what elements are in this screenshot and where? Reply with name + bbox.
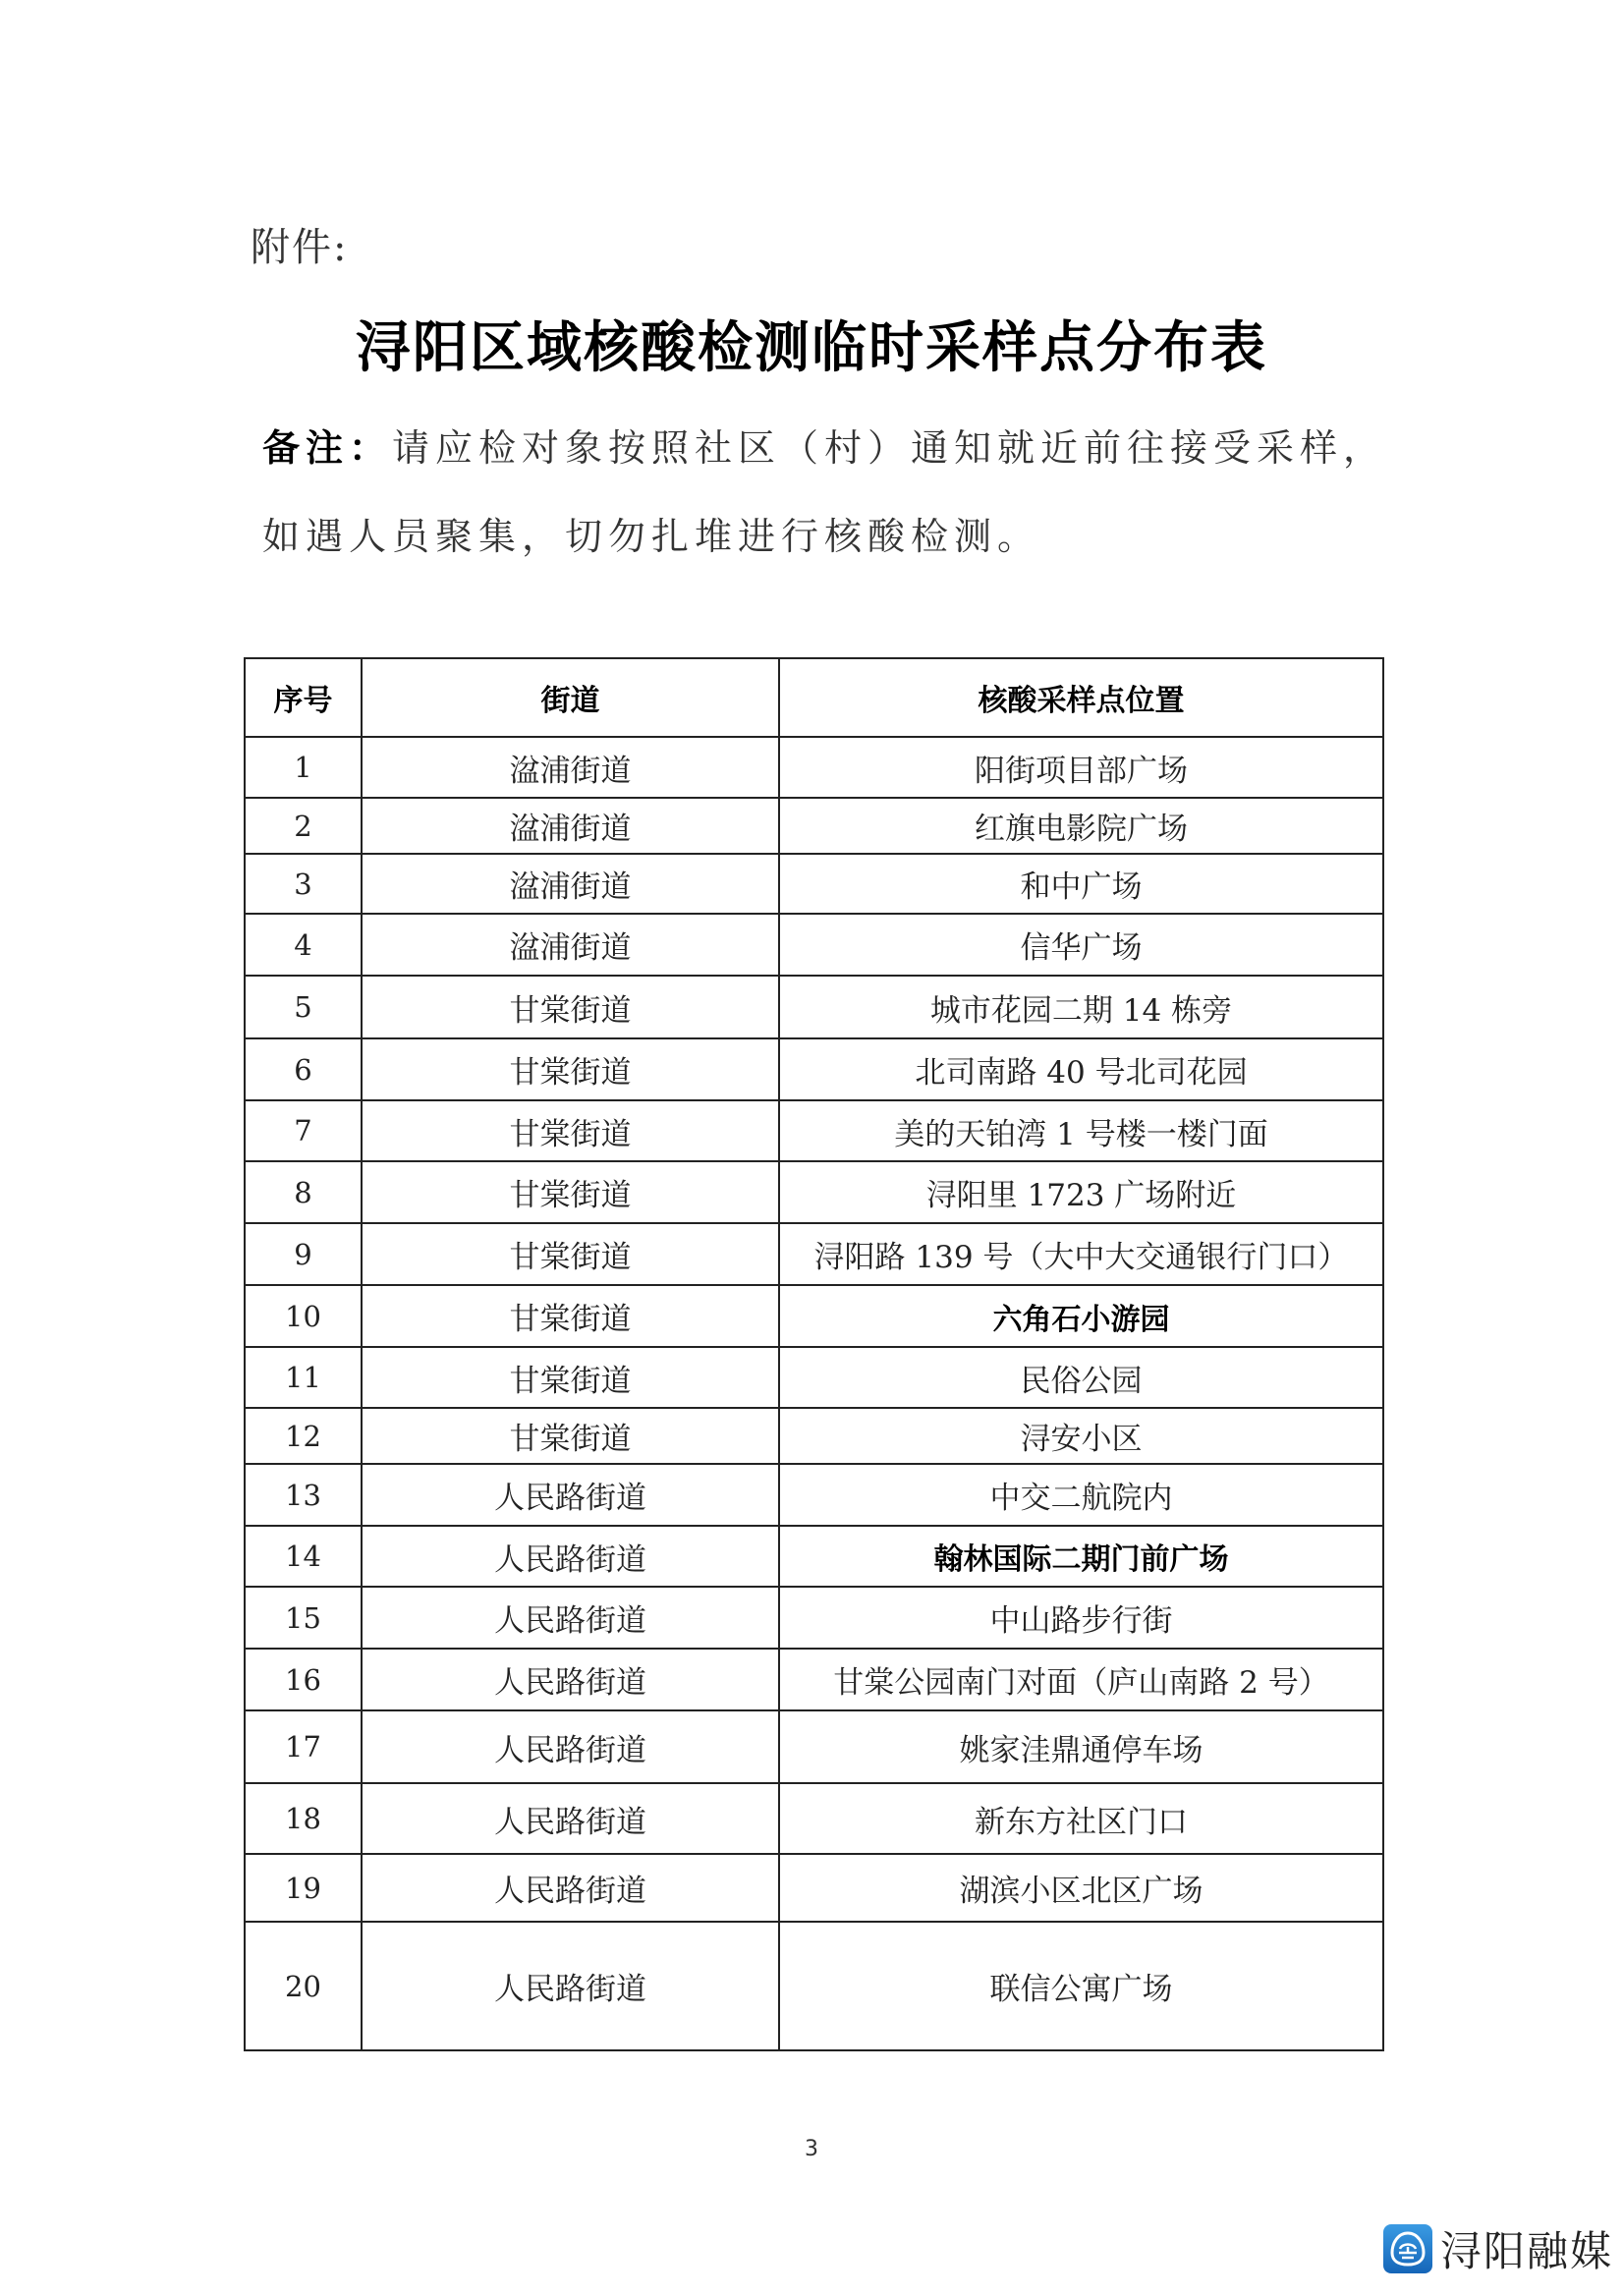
table-row [245,1038,1383,1100]
row-street: 湓浦街道 [362,798,779,854]
row-location: 信华广场 [779,914,1383,976]
header-street: 街道 [362,658,779,737]
row-street: 湓浦街道 [362,737,779,798]
table-row [245,1922,1383,2050]
table-row [245,1783,1383,1854]
row-location: 红旗电影院广场 [779,798,1383,854]
row-street: 人民路街道 [362,1587,779,1649]
row-location: 湖滨小区北区广场 [779,1854,1383,1922]
row-location: 新东方社区门口 [779,1783,1383,1854]
row-location: 民俗公园 [779,1347,1383,1408]
row-location: 城市花园二期 14 栋旁 [779,976,1383,1038]
row-number: 19 [245,1854,362,1922]
sampling-sites-table [244,657,1384,2051]
row-street: 甘棠街道 [362,976,779,1038]
row-number: 12 [245,1408,362,1464]
row-street: 甘棠街道 [362,1100,779,1161]
page-title: 浔阳区域核酸检测临时采样点分布表 [356,316,1267,380]
row-street: 湓浦街道 [362,914,779,976]
row-street: 人民路街道 [362,1464,779,1526]
row-street: 甘棠街道 [362,1223,779,1285]
table-row [245,1347,1383,1408]
table-row [245,1223,1383,1285]
note-label: 备注： [262,425,393,470]
row-location: 中山路步行街 [779,1587,1383,1649]
note-text-1: 请应检对象按照社区（村）通知就近前往接受采样， [392,426,1387,470]
row-number: 6 [245,1038,362,1100]
row-location: 浔阳路 139 号（大中大交通银行门口） [779,1223,1383,1285]
row-number: 17 [245,1710,362,1783]
header-location: 核酸采样点位置 [779,658,1383,737]
attachment-label: 附件: [251,225,349,270]
xunyang-media-logo-icon [1383,2224,1432,2273]
table-row [245,1526,1383,1587]
row-number: 5 [245,976,362,1038]
row-number: 8 [245,1161,362,1223]
note-line-1 [262,418,1402,472]
row-number: 11 [245,1347,362,1408]
row-location: 和中广场 [779,854,1383,914]
row-number: 14 [245,1526,362,1587]
row-location: 北司南路 40 号北司花园 [779,1038,1383,1100]
row-location: 六角石小游园 [779,1285,1383,1347]
row-number: 13 [245,1464,362,1526]
table-row [245,1649,1383,1710]
watermark-brand [1383,2222,1613,2275]
row-location: 联信公寓广场 [779,1922,1383,2050]
page-number: 3 [805,2137,818,2161]
row-number: 20 [245,1922,362,2050]
row-number: 3 [245,854,362,914]
table-row [245,1161,1383,1223]
row-street: 甘棠街道 [362,1347,779,1408]
row-location: 浔阳里 1723 广场附近 [779,1161,1383,1223]
note-line-2: 如遇人员聚集，切勿扎堆进行核酸检测。 [262,515,1041,558]
row-number: 16 [245,1649,362,1710]
row-number: 7 [245,1100,362,1161]
row-street: 人民路街道 [362,1649,779,1710]
row-number: 1 [245,737,362,798]
row-number: 2 [245,798,362,854]
row-street: 甘棠街道 [362,1285,779,1347]
watermark-text: 浔阳融媒 [1440,2227,1614,2275]
table-row [245,1710,1383,1783]
table-row [245,1285,1383,1347]
row-street: 人民路街道 [362,1783,779,1854]
row-number: 15 [245,1587,362,1649]
table-row [245,1854,1383,1922]
row-street: 人民路街道 [362,1526,779,1587]
row-location: 翰林国际二期门前广场 [779,1526,1383,1587]
table-header-row [245,658,1383,737]
row-street: 湓浦街道 [362,854,779,914]
row-location: 姚家洼鼎通停车场 [779,1710,1383,1783]
row-number: 10 [245,1285,362,1347]
row-location: 浔安小区 [779,1408,1383,1464]
table-row [245,976,1383,1038]
row-location: 中交二航院内 [779,1464,1383,1526]
row-street: 甘棠街道 [362,1038,779,1100]
table-body [245,737,1383,2050]
table-row [245,1100,1383,1161]
table-row [245,854,1383,914]
row-number: 18 [245,1783,362,1854]
table-row [245,1408,1383,1464]
table-row [245,737,1383,798]
table-row [245,1587,1383,1649]
row-location: 甘棠公园南门对面（庐山南路 2 号） [779,1649,1383,1710]
table-row [245,914,1383,976]
row-street: 人民路街道 [362,1922,779,2050]
row-street: 人民路街道 [362,1854,779,1922]
table-row [245,798,1383,854]
row-location: 美的天铂湾 1 号楼一楼门面 [779,1100,1383,1161]
row-street: 甘棠街道 [362,1161,779,1223]
header-number: 序号 [245,658,362,737]
row-number: 9 [245,1223,362,1285]
row-number: 4 [245,914,362,976]
row-street: 甘棠街道 [362,1408,779,1464]
row-location: 阳街项目部广场 [779,737,1383,798]
table-row [245,1464,1383,1526]
row-street: 人民路街道 [362,1710,779,1783]
